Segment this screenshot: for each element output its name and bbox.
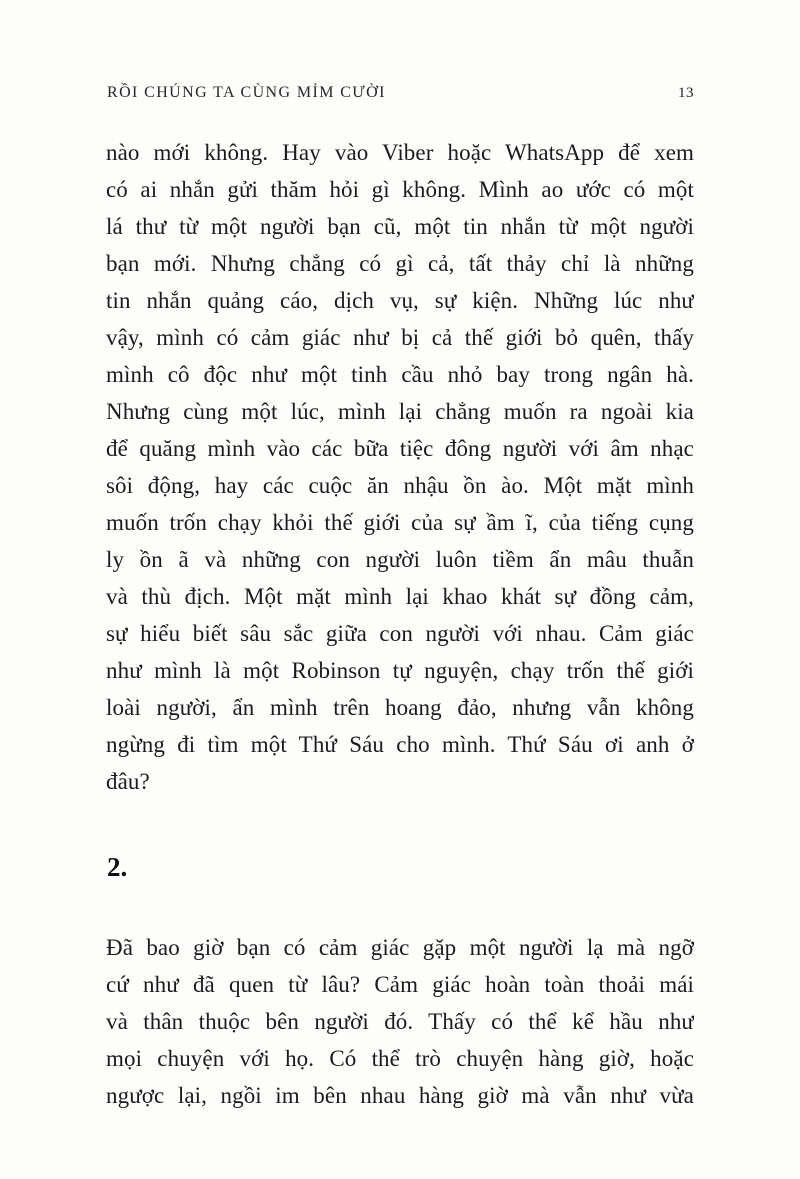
- text-line: và thù địch. Một mặt mình lại khao khát sự đồng cảm,: [106, 584, 694, 609]
- page-number: 13: [678, 85, 694, 101]
- text-line: Nhưng cùng một lúc, mình lại chẳng muốn ra ngoài kia: [106, 399, 694, 424]
- text-line: cứ như đã quen từ lâu? Cảm giác hoàn toàn thoải mái: [106, 972, 694, 997]
- text-line: vậy, mình có cảm giác như bị cả thế giới bỏ quên, thấy: [106, 325, 694, 350]
- paragraph-2: [106, 929, 694, 1114]
- text-line: có ai nhắn gửi thăm hỏi gì không. Mình ao ước có một: [106, 177, 694, 202]
- text-line: nào mới không. Hay vào Viber hoặc WhatsApp để xem: [106, 140, 694, 165]
- text-line: tin nhắn quảng cáo, dịch vụ, sự kiện. Những lúc như: [106, 288, 694, 313]
- text-line: mình cô độc như một tinh cầu nhỏ bay trong ngân hà.: [106, 362, 694, 387]
- text-line: ngược lại, ngồi im bên nhau hàng giờ mà vẫn như vừa: [106, 1083, 694, 1108]
- text-line: ly ồn ã và những con người luôn tiềm ẩn mâu thuẫn: [106, 547, 694, 572]
- text-line: Đã bao giờ bạn có cảm giác gặp một người lạ mà ngỡ: [106, 935, 694, 960]
- text-line: như mình là một Robinson tự nguyện, chạy trốn thế giới: [106, 658, 694, 683]
- paragraph-1: [106, 134, 694, 800]
- text-line: loài người, ẩn mình trên hoang đảo, nhưng vẫn không: [106, 695, 694, 720]
- text-line: muốn trốn chạy khỏi thế giới của sự ầm ĩ, của tiếng cụng: [106, 510, 694, 535]
- text-line: bạn mới. Nhưng chẳng có gì cả, tất thảy chỉ là những: [106, 251, 694, 276]
- text-line: sự hiểu biết sâu sắc giữa con người với nhau. Cảm giác: [106, 621, 694, 646]
- running-title: RỒI CHÚNG TA CÙNG MỈM CƯỜI: [107, 84, 386, 101]
- section-heading: 2.: [107, 852, 128, 882]
- text-line: sôi động, hay các cuộc ăn nhậu ồn ào. Một mặt mình: [106, 473, 694, 498]
- text-line: mọi chuyện với họ. Có thể trò chuyện hàng giờ, hoặc: [106, 1046, 694, 1071]
- text-line: ngừng đi tìm một Thứ Sáu cho mình. Thứ Sáu ơi anh ở: [106, 732, 694, 757]
- text-line: để quăng mình vào các bữa tiệc đông người với âm nhạc: [106, 436, 694, 461]
- text-line: lá thư từ một người bạn cũ, một tin nhắn từ một người: [106, 214, 694, 239]
- page-header: [107, 84, 694, 102]
- text-line: và thân thuộc bên người đó. Thấy có thể kể hầu như: [106, 1009, 694, 1034]
- text-line: đâu?: [106, 769, 150, 794]
